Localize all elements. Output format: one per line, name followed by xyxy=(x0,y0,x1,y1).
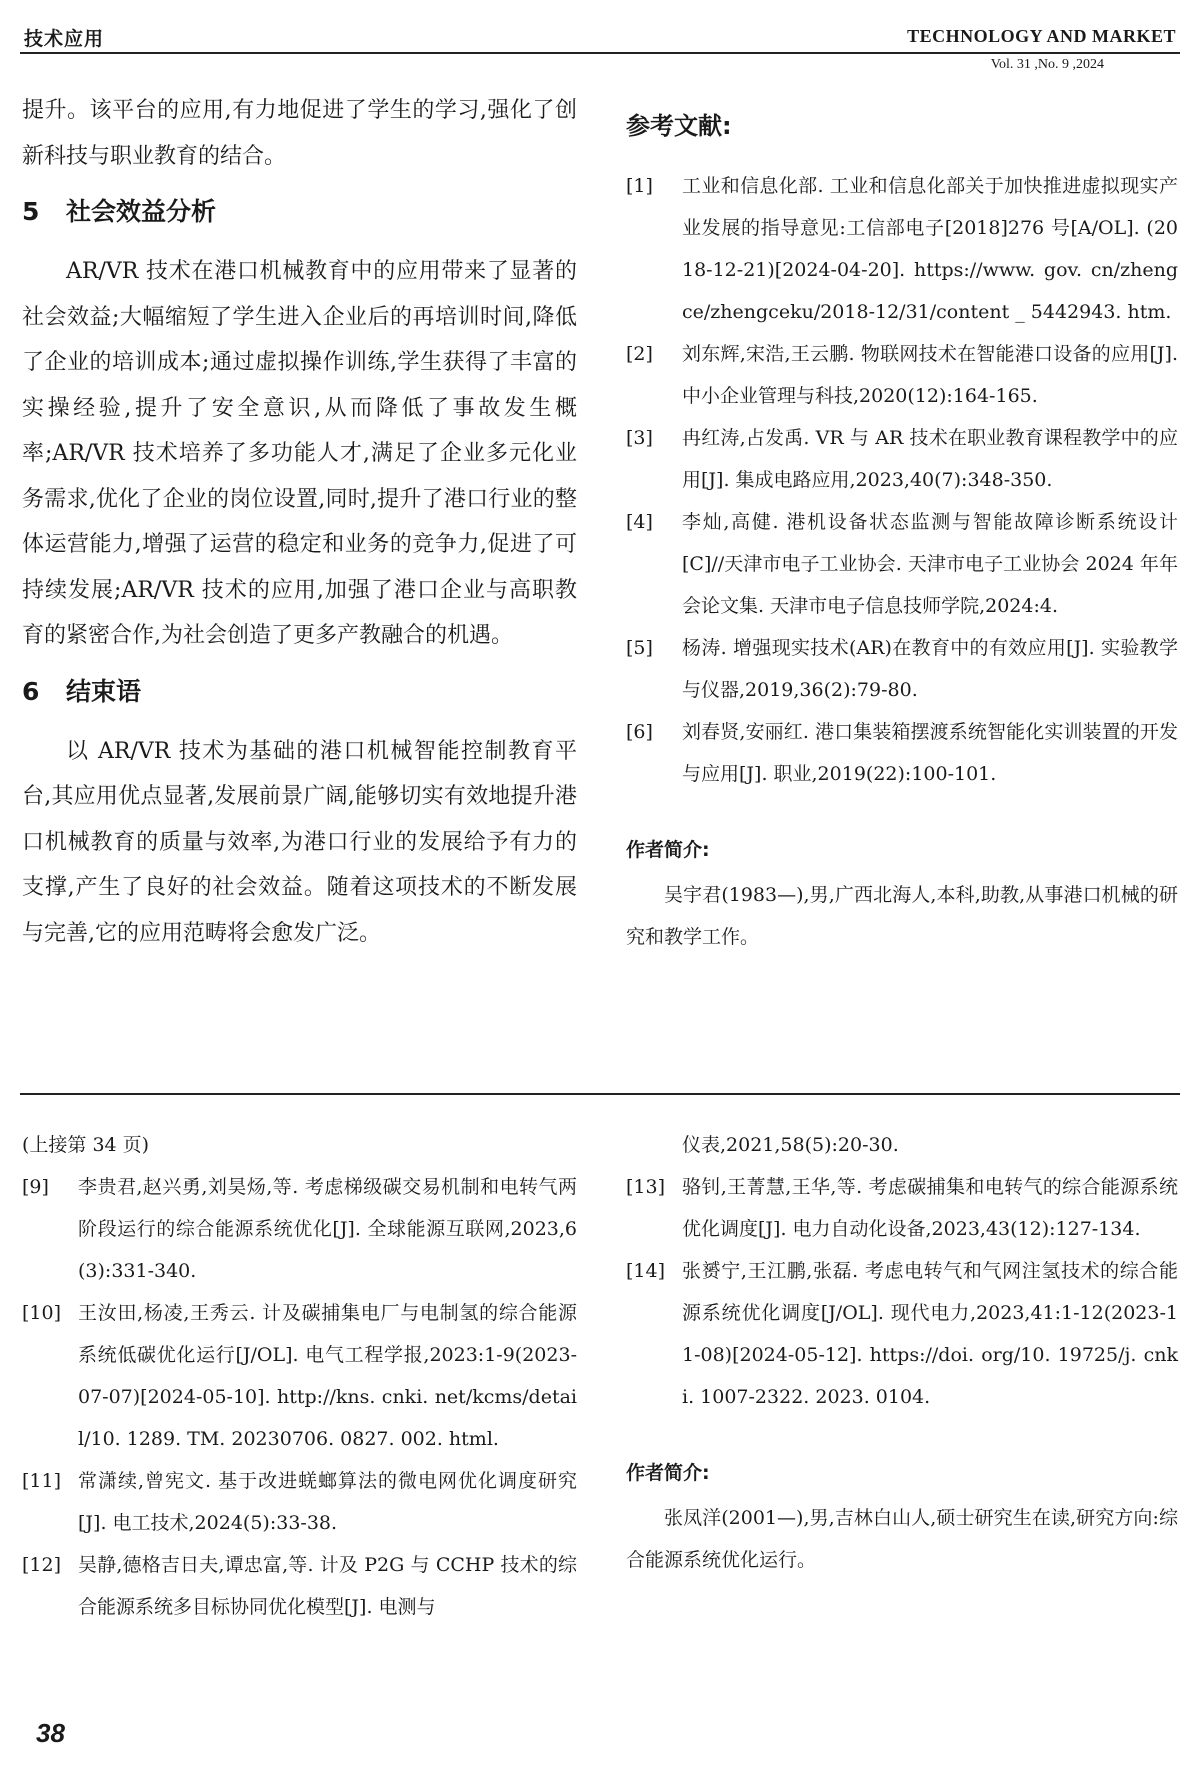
left-column-bottom xyxy=(22,1124,577,1628)
reference-item xyxy=(626,333,1178,417)
reference-text: 冉红涛,占发禹. VR 与 AR 技术在职业教育课程教学中的应用[J]. 集成电路应用,2023,40(7):348-350. xyxy=(682,427,1178,491)
reference-item xyxy=(626,165,1178,333)
reference-item xyxy=(22,1292,577,1460)
section-number: 6 xyxy=(22,676,40,706)
author-bio-heading: 作者简介: xyxy=(626,839,710,861)
left-column-top xyxy=(22,88,577,956)
continued-from-note: (上接第 34 页) xyxy=(22,1134,150,1156)
reference-item xyxy=(22,1166,577,1292)
volume-info: Vol. 31 ,No. 9 ,2024 xyxy=(990,57,1104,72)
reference-text: 李灿,高健. 港机设备状态监测与智能故障诊断系统设计[C]//天津市电子工业协会. 天津市电子工业协会 2024 年年会论文集. 天津市电子信息技师学院,2024:4. xyxy=(682,511,1178,617)
article-divider xyxy=(20,1093,1180,1095)
reference-number: [12] xyxy=(22,1554,62,1576)
reference-text: 张赟宁,王江鹏,张磊. 考虑电转气和气网注氢技术的综合能源系统优化调度[J/OL]. 现代电力,2023,41:1-12(2023-11-08)[2024-05-12]. https://doi. org/10. 19725/j. cnki. 1007-2322. 2023. 0104. xyxy=(682,1260,1178,1408)
reference-item xyxy=(22,1544,577,1628)
reference-text: 刘春贤,安丽红. 港口集装箱摆渡系统智能化实训装置的开发与应用[J]. 职业,2019(22):100-101. xyxy=(682,721,1178,785)
section-6-heading xyxy=(22,669,577,715)
reference-continuation: 仪表,2021,58(5):20-30. xyxy=(682,1134,899,1156)
reference-text: 李贵君,赵兴勇,刘昊炀,等. 考虑梯级碳交易机制和电转气两阶段运行的综合能源系统优化[J]. 全球能源互联网,2023,6(3):331-340. xyxy=(78,1176,577,1282)
section-6-paragraph: 以 AR/VR 技术为基础的港口机械智能控制教育平台,其应用优点显著,发展前景广阔,能够切实有效地提升港口机械教育的质量与效率,为港口行业的发展给予有力的支撑,产生了良好的社会效益。随着这项技术的不断发展与完善,它的应用范畴将会愈发广泛。 xyxy=(22,738,577,946)
reference-number: [2] xyxy=(626,343,653,365)
right-column-top xyxy=(626,106,1178,958)
reference-text: 骆钊,王菁慧,王华,等. 考虑碳捕集和电转气的综合能源系统优化调度[J]. 电力自动化设备,2023,43(12):127-134. xyxy=(682,1176,1178,1240)
section-title: 结束语 xyxy=(66,676,142,706)
journal-section-label: 技术应用 xyxy=(24,28,105,50)
intro-paragraph: 提升。该平台的应用,有力地促进了学生的学习,强化了创新科技与职业教育的结合。 xyxy=(22,98,577,169)
reference-number: [10] xyxy=(22,1302,62,1324)
section-number: 5 xyxy=(22,197,40,226)
section-5-heading xyxy=(22,189,577,235)
page-number: 38 xyxy=(36,1718,65,1748)
reference-number: [11] xyxy=(22,1470,62,1492)
reference-item xyxy=(22,1460,577,1544)
reference-item xyxy=(626,1166,1178,1250)
reference-number: [3] xyxy=(626,427,653,449)
author-bio-text: 吴宇君(1983—),男,广西北海人,本科,助教,从事港口机械的研究和教学工作。 xyxy=(626,884,1178,948)
right-column-bottom xyxy=(626,1124,1178,1581)
header-rule xyxy=(20,52,1180,54)
journal-title: TECHNOLOGY AND MARKET xyxy=(907,26,1176,46)
reference-text: 刘东辉,宋浩,王云鹏. 物联网技术在智能港口设备的应用[J]. 中小企业管理与科技,2020(12):164-165. xyxy=(682,343,1178,407)
reference-number: [14] xyxy=(626,1260,666,1282)
reference-text: 杨涛. 增强现实技术(AR)在教育中的有效应用[J]. 实验教学与仪器,2019,36(2):79-80. xyxy=(682,637,1178,701)
reference-item xyxy=(626,417,1178,501)
reference-number: [9] xyxy=(22,1176,49,1198)
reference-text: 王汝田,杨凌,王秀云. 计及碳捕集电厂与电制氢的综合能源系统低碳优化运行[J/OL]. 电气工程学报,2023:1-9(2023-07-07)[2024-05-10]. http://kns. cnki. net/kcms/detail/10. 1289. TM. 20230706. 0827. 002. html. xyxy=(78,1302,577,1450)
author-bio-text: 张凤洋(2001—),男,吉林白山人,硕士研究生在读,研究方向:综合能源系统优化运行。 xyxy=(626,1507,1178,1571)
reference-number: [1] xyxy=(626,175,653,197)
reference-text: 工业和信息化部. 工业和信息化部关于加快推进虚拟现实产业发展的指导意见:工信部电子[2018]276 号[A/OL]. (2018-12-21)[2024-04-20]. https://www. gov. cn/zhengce/zhengceku/2018-12/31/content _ 5442943. htm. xyxy=(682,175,1178,323)
reference-item xyxy=(626,627,1178,711)
reference-number: [4] xyxy=(626,511,653,533)
reference-text: 吴静,德格吉日夫,谭忠富,等. 计及 P2G 与 CCHP 技术的综合能源系统多目标协同优化模型[J]. 电测与 xyxy=(78,1554,577,1618)
reference-item xyxy=(626,1250,1178,1418)
section-5-paragraph: AR/VR 技术在港口机械教育中的应用带来了显著的社会效益;大幅缩短了学生进入企业后的再培训时间,降低了企业的培训成本;通过虚拟操作训练,学生获得了丰富的实操经验,提升了安全意识,从而降低了事故发生概率;AR/VR 技术培养了多功能人才,满足了企业多元化业务需求,优化了企业的岗位设置,同时,提升了港口行业的整体运营能力,增强了运营的稳定和业务的竞争力,促进了可持续发展;AR/VR 技术的应用,加强了港口企业与高职教育的紧密合作,为社会创造了更多产教融合的机遇。 xyxy=(22,259,577,648)
reference-text: 常潇续,曾宪文. 基于改进蜣螂算法的微电网优化调度研究[J]. 电工技术,2024(5):33-38. xyxy=(78,1470,577,1534)
reference-number: [6] xyxy=(626,721,653,743)
reference-number: [13] xyxy=(626,1176,666,1198)
reference-item xyxy=(626,711,1178,795)
reference-item xyxy=(626,501,1178,627)
reference-number: [5] xyxy=(626,637,653,659)
author-bio-heading: 作者简介: xyxy=(626,1462,710,1484)
section-title: 社会效益分析 xyxy=(66,197,217,226)
references-heading: 参考文献: xyxy=(626,112,732,140)
